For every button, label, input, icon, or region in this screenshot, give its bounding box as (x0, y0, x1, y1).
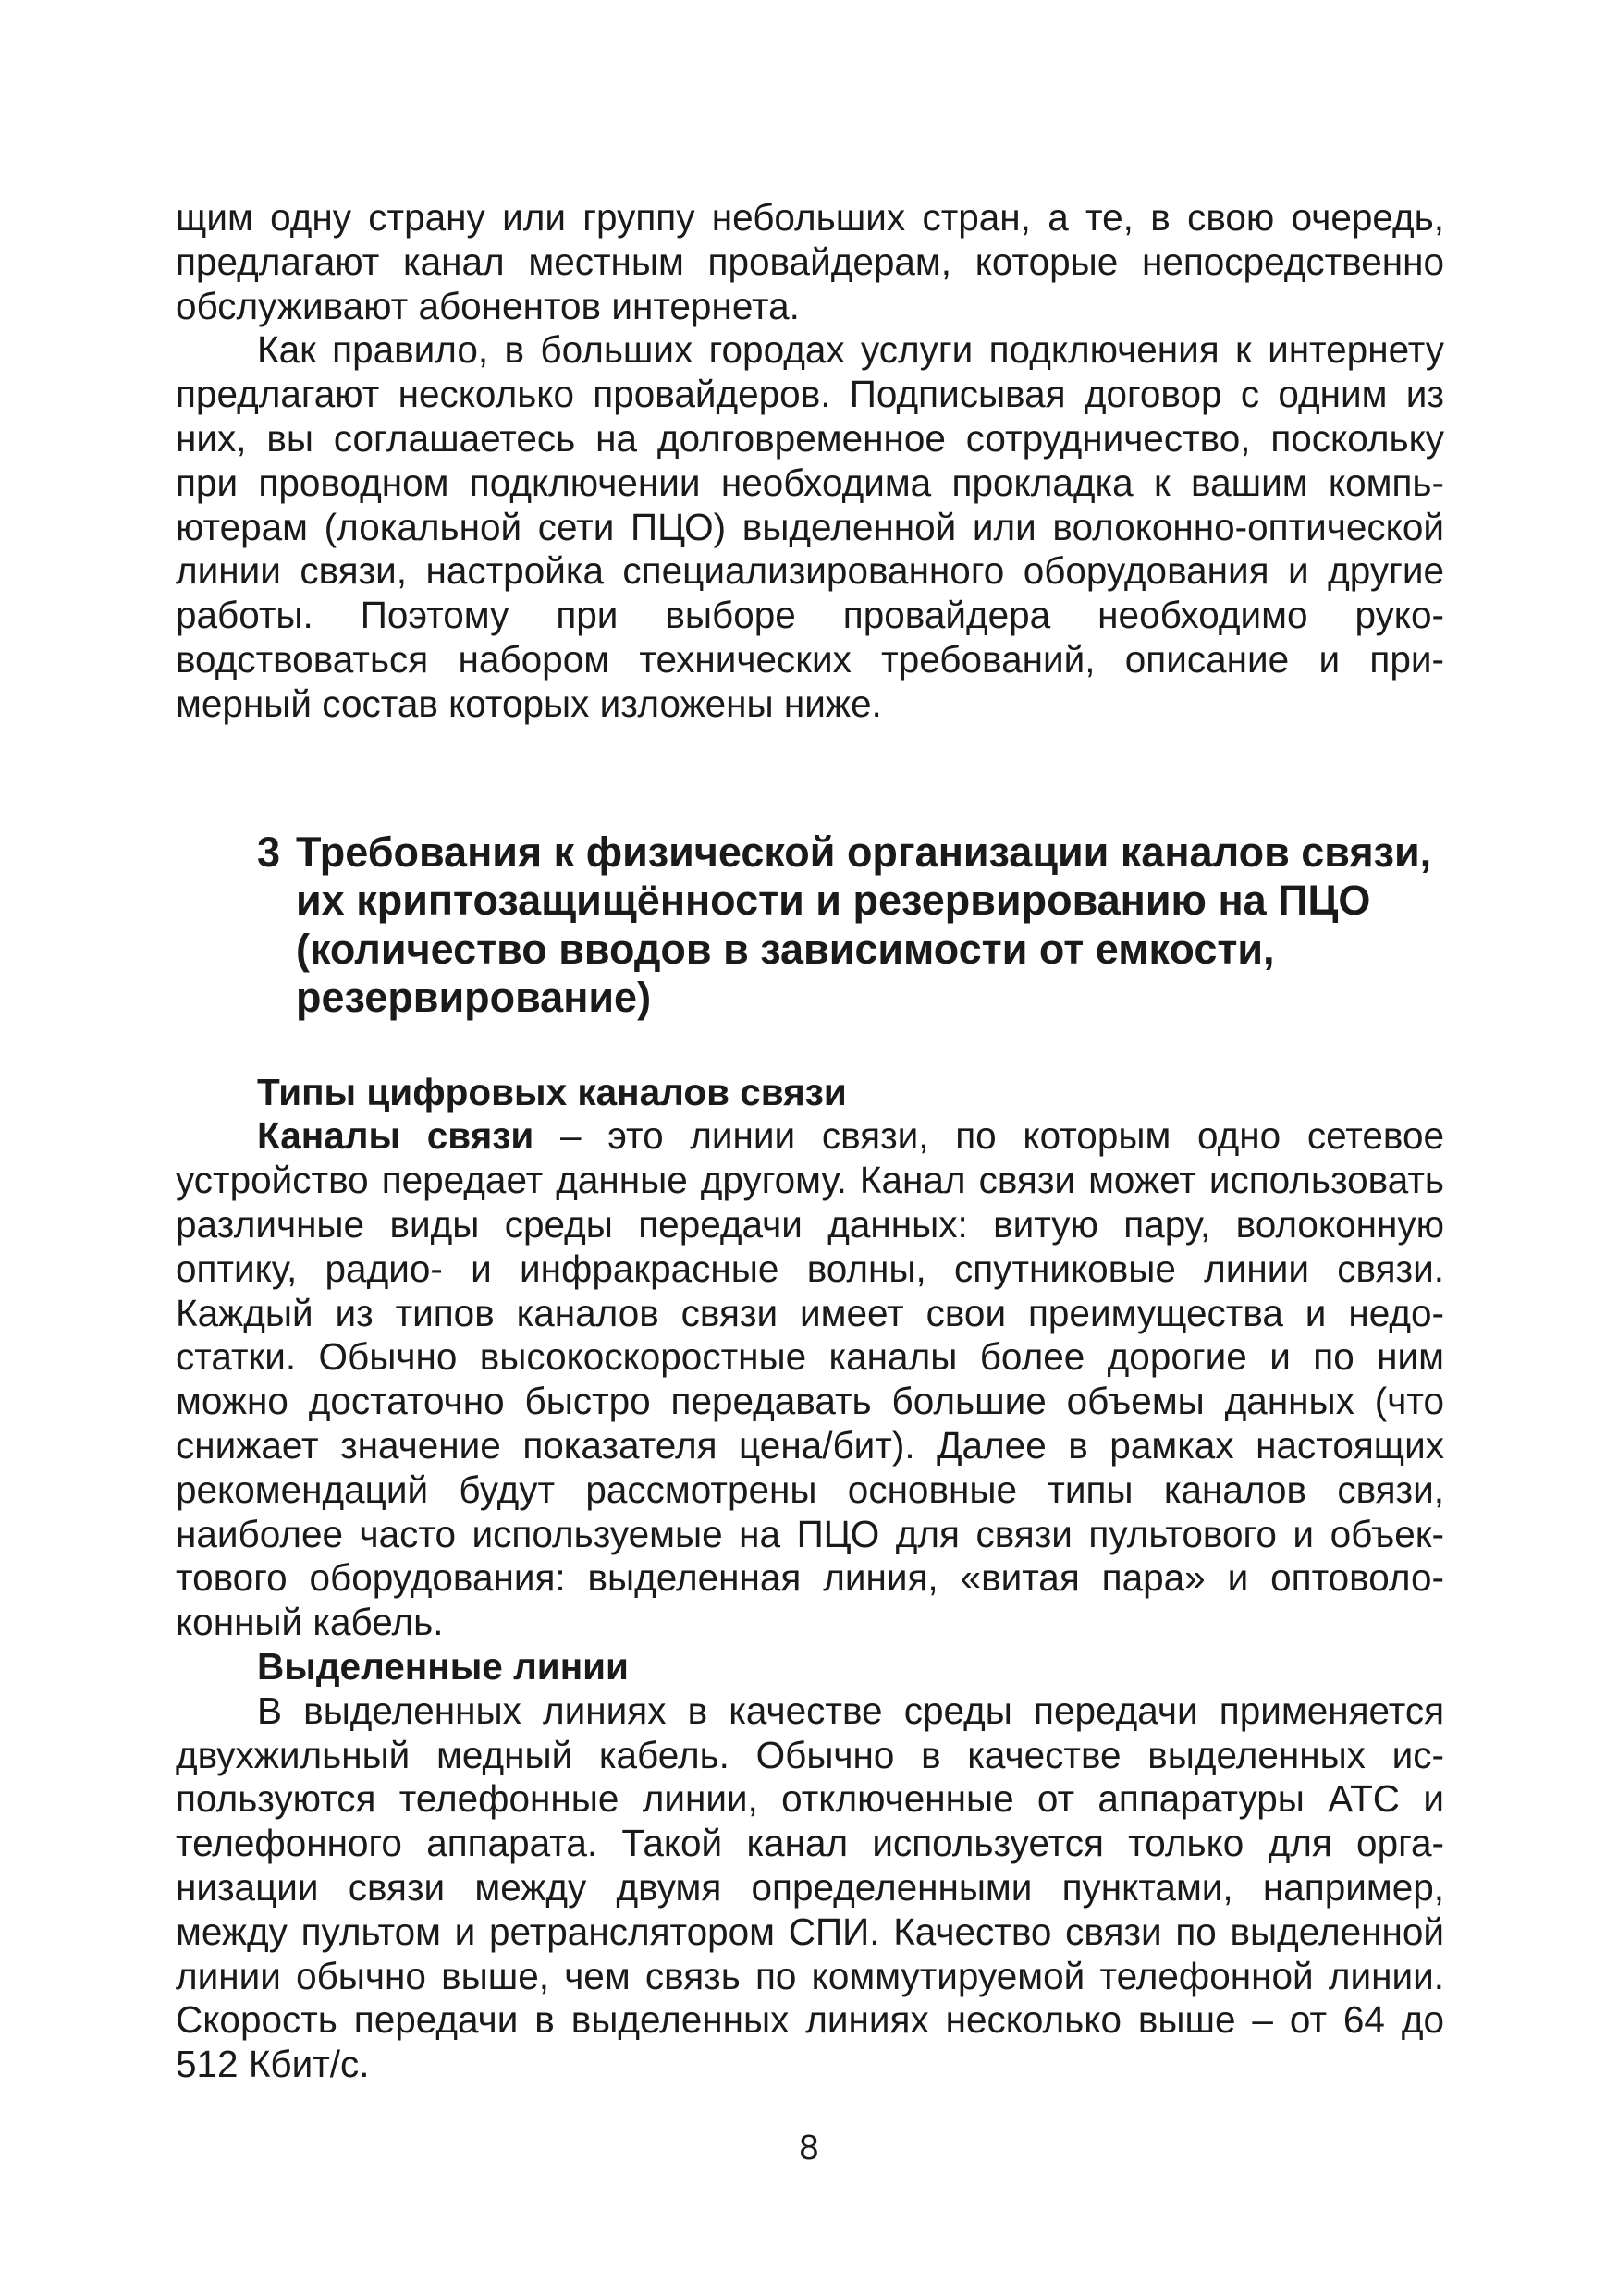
term-channels: Каналы связи (257, 1114, 534, 1158)
section-title: Требования к физической организации каналов связи, их криптозащищённости и резервированию на ПЦО (количество вводов в зависимости от емкости, резервирование) (296, 828, 1432, 1022)
channels-definition: – это линии связи, по которым одно сетевое устройство передает данные другому. Канал связи может использовать различные виды среды передачи данных: витую пару, волоконную оптику, радио- и инфракрасные волны, спутниковые линии связи. Каждый из типов каналов связи имеет свои преимущества и недостатки. Обычно высокоскоростные каналы более дорогие и по ним можно достаточно быстро передавать большие объемы данных (что снижает значение показателя цена/бит). Далее в рамках настоящих рекомендаций будут рассмотрены основные типы каналов связи, наиболее часто используемые на ПЦО для связи пультового и объектового оборудования: выделенная линия, «витая пара» и оптоволоконный кабель. (176, 1114, 1444, 1644)
subheading-channel-types: Типы цифровых каналов связи (257, 1070, 847, 1113)
paragraph-continuation: щим одну страну или группу небольших стран, а те, в свою очередь, предлагают канал местным провайдерам, которые непосредственно обслуживают абонентов интернета. (176, 196, 1444, 327)
section-number: 3 (257, 828, 281, 876)
document-page (176, 196, 1444, 2087)
paragraph-channels (176, 1114, 1444, 1645)
page-number: 8 (799, 2129, 819, 2167)
spacer (176, 1023, 1444, 1071)
section-heading (176, 829, 1444, 1023)
paragraph-dedicated-lines: В выделенных линиях в качестве среды передачи применяется двухжильный медный кабель. Обычно в качестве выделенных используются телефонные линии, отключенные от аппаратуры АТС и телефонного аппарата. Такой канал используется только для организации связи между двумя определенными пунктами, например, между пультом и ретранслятором СПИ. Качество связи по выделенной линии обычно выше, чем связь по коммутируемой телефонной линии. Скорость передачи в выделенных линиях несколько выше – от 64 до 512 Кбит/с. (176, 1688, 1444, 2086)
spacer (176, 727, 1444, 829)
subheading-dedicated-lines: Выделенные линии (257, 1644, 629, 1688)
paragraph-providers: Как правило, в больших городах услуги подключения к интернету предлагают несколько провайдеров. Подписывая договор с одним из них, вы соглашаетесь на долговременное сотрудничество, поскольку при проводном подключении необходима прокладка к вашим компьютерам (локальной сети ПЦО) выделенной или волоконно-оптической линии связи, настройка специализированного оборудования и другие работы. Поэтому при выборе провайдера необходимо руководствоваться набором технических требований, описание и примерный состав которых изложены ниже. (176, 328, 1444, 725)
